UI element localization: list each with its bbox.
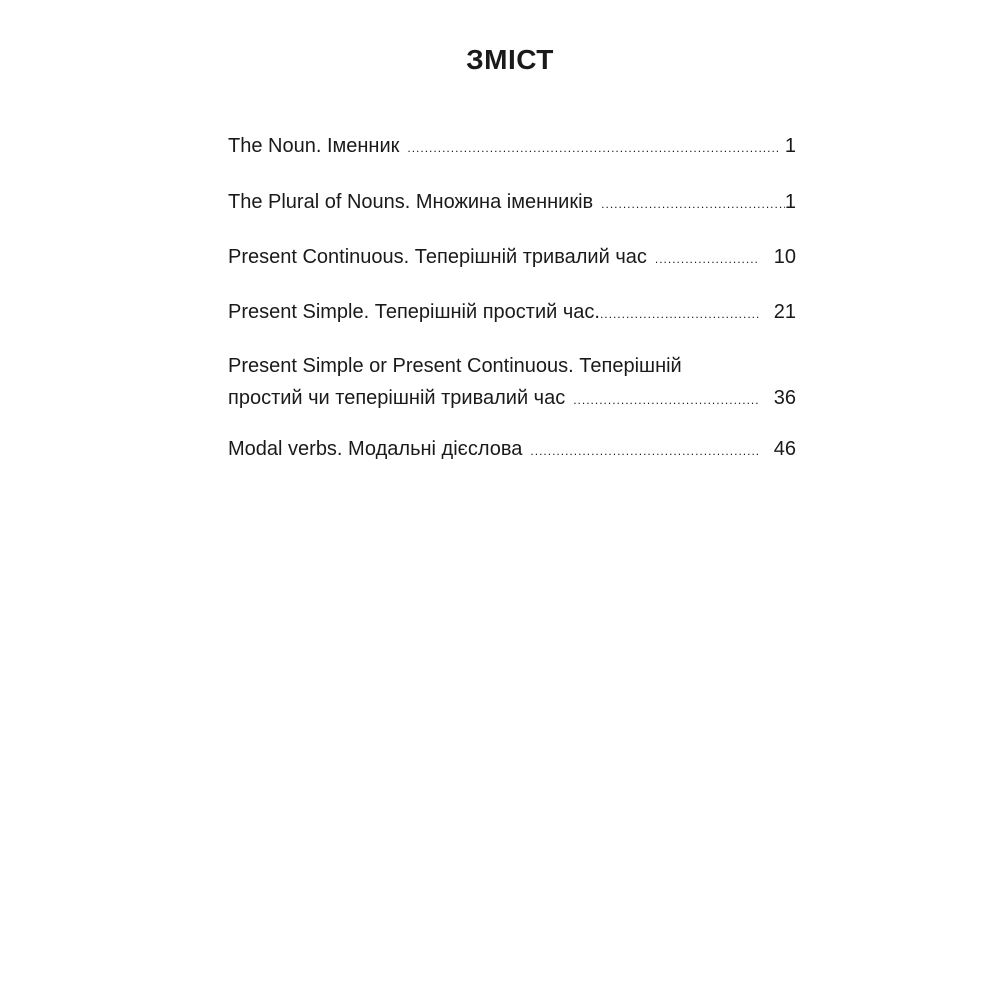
toc-entry-page: 1 — [784, 191, 796, 213]
toc-entry-page: 21 — [773, 301, 796, 323]
page-title: ЗМІСТ — [466, 44, 554, 75]
dot-leader — [573, 384, 760, 416]
toc-entry[interactable] — [228, 433, 796, 467]
dot-leader — [601, 188, 785, 220]
toc-entry-title: Present Simple. Теперішній простий час. — [228, 301, 600, 323]
toc-entry[interactable] — [228, 350, 796, 416]
toc-entry-title: The Noun. Іменник — [228, 135, 400, 157]
dot-leader — [530, 435, 759, 467]
toc-entry[interactable] — [228, 241, 796, 275]
dot-leader — [407, 132, 778, 164]
toc-entry-page: 1 — [784, 135, 796, 157]
toc-entry[interactable] — [228, 186, 796, 220]
toc-entry-title: Modal verbs. Модальні дієслова — [228, 438, 523, 460]
dot-leader — [655, 243, 760, 275]
toc-entry-page: 36 — [773, 387, 796, 409]
toc-entry[interactable] — [228, 296, 796, 330]
toc-entry[interactable] — [228, 130, 796, 164]
toc-entry-page: 10 — [773, 246, 796, 268]
toc-entry-title: The Plural of Nouns. Множина іменників — [228, 191, 594, 213]
toc-entry-page: 46 — [773, 438, 796, 460]
toc-entry-title: Present Continuous. Теперішній тривалий час — [228, 246, 647, 268]
toc-entry-title-line1: Present Simple or Present Continuous. Теперішній — [228, 355, 682, 377]
toc-entry-title-line2: простий чи теперішній тривалий час — [228, 387, 566, 409]
dot-leader — [600, 298, 760, 330]
